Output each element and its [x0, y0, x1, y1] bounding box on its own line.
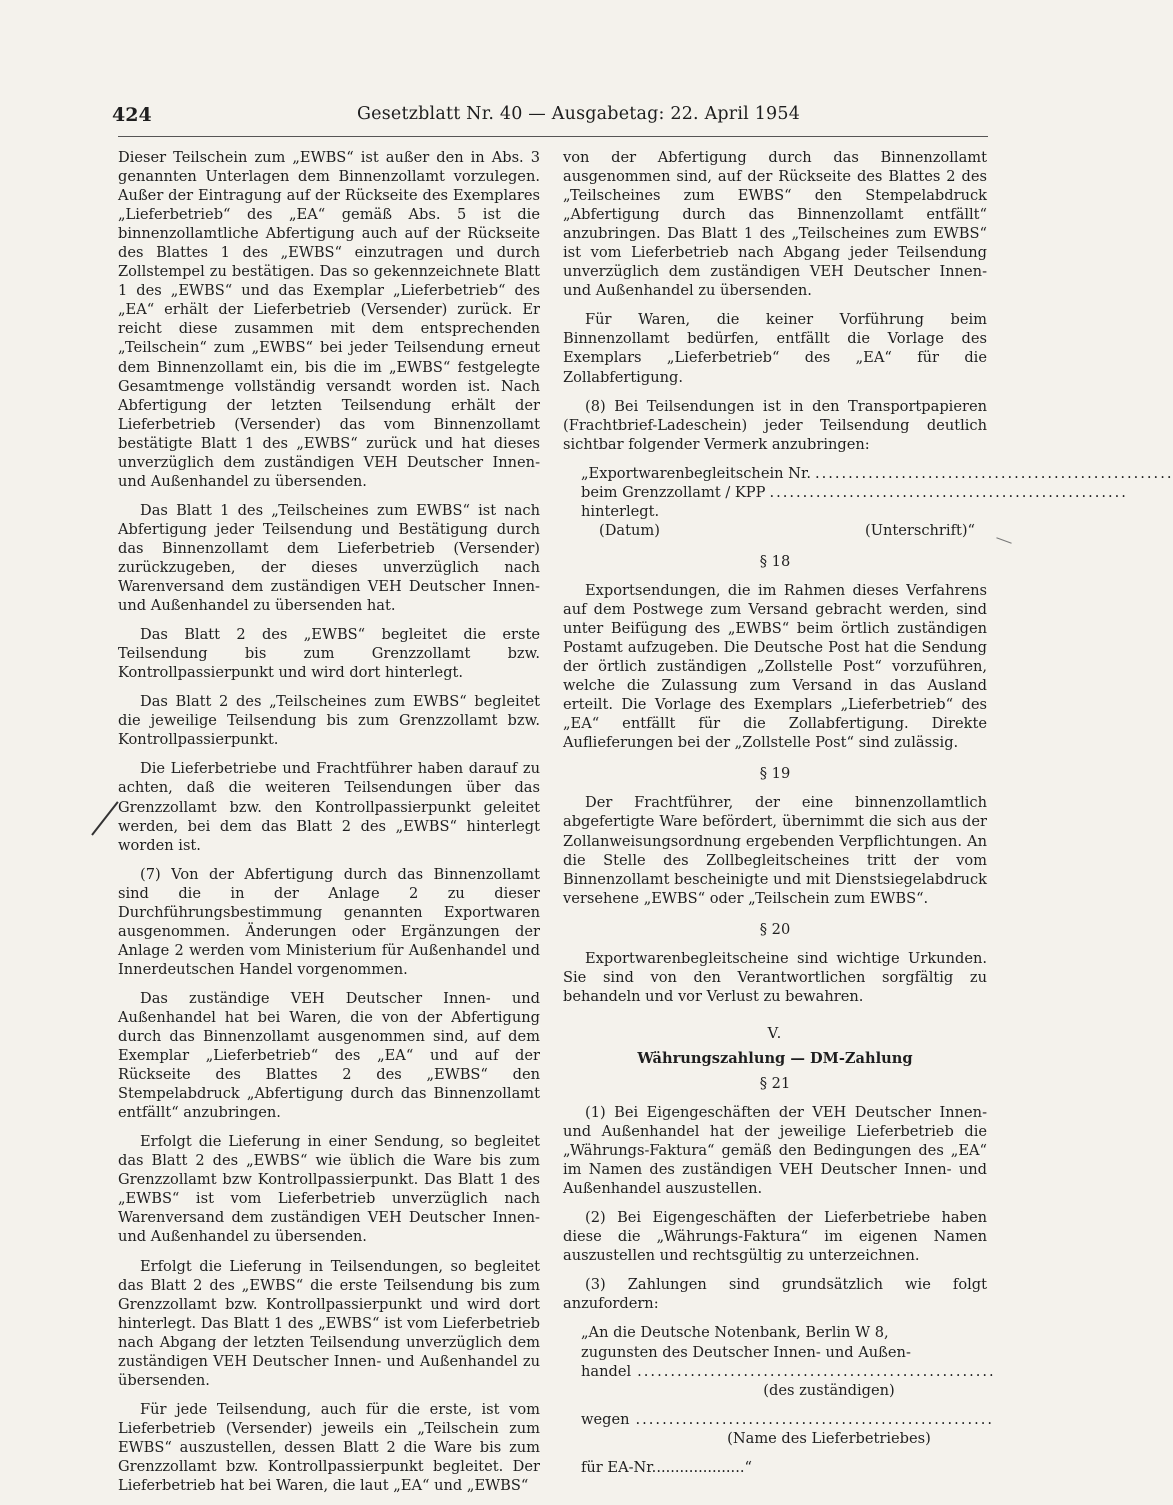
- form-label: „Exportwarenbegleitschein Nr.: [581, 464, 811, 482]
- paragraph: Das Blatt 1 des „Teilscheines zum EWBS“ ist nach Abfertigung jeder Teilsendung und Bestätigung durch das Binnenzollamt dem Lieferbetrieb (Versender) zurückzugeben, der dieses unverzüglich nach Warenversand dem zuständigen VEH Deutscher Innen- und Außenhandel zu übersenden hat.: [118, 501, 540, 615]
- fill-in-dots: ......................................................: [637, 1362, 996, 1380]
- section-18-text: Exportsendungen, die im Rahmen dieses Verfahrens auf dem Postwege zum Versand gebracht werden, sind unter Beifügung des „EWBS“ beim örtlich zuständigen Postamt aufzugeben. Die Deutsche Post hat die Sendung der örtlich zuständigen „Zollstelle Post“ vorzuführen, welche die Zulassung zum Versand in das Ausland erteilt. Die Vorlage des Exemplars „Lieferbetrieb“ des „EA“ entfällt für die Zollabfertigung. Direkte Auflieferungen bei der „Zollstelle Post“ sind zulässig.: [563, 581, 987, 752]
- header-title: Gesetzblatt Nr. 40 — Ausgabetag: 22. April 1954: [357, 104, 801, 124]
- paragraph: Das Blatt 2 des „EWBS“ begleitet die erste Teilsendung bis zum Grenzzollamt bzw. Kontrollpassierpunkt und wird dort hinterlegt.: [118, 626, 540, 682]
- payment-instruction-form: [581, 1323, 996, 1476]
- section-20-text: Exportwarenbegleitscheine sind wichtige Urkunden. Sie sind von den Verantwortlichen sorgfältig zu behandeln und vor Verlust zu bewahren.: [563, 949, 987, 1005]
- paragraph: Das zuständige VEH Deutscher Innen- und Außenhandel hat bei Waren, die von der Abfertigung durch das Binnenzollamt ausgenommen sind, auf dem Exemplar „Lieferbetrieb“ des „EA“ und auf der Rückseite des Blattes 2 des „EWBS“ den Stempelabdruck „Abfertigung durch das Binnenzollamt entfällt“ anzubringen.: [118, 989, 540, 1122]
- form-caption: (des zuständigen): [763, 1381, 895, 1399]
- paragraph: von der Abfertigung durch das Binnenzollamt ausgenommen sind, auf der Rückseite des Blattes 2 des „Teilscheines zum EWBS“ den Stempelabdruck „Abfertigung durch das Binnenzollamt entfällt“ anzubringen. Das Blatt 1 des „Teilscheines zum EWBS“ ist vom Lieferbetrieb nach Abgang jeder Teilsendung unverzüglich dem zuständigen VEH Deutscher Innen- und Außenhandel zu übersenden.: [563, 149, 987, 300]
- paragraph: Das Blatt 2 des „Teilscheines zum EWBS“ begleitet die jeweilige Teilsendung bis zum Grenzzollamt bzw. Kontrollpassierpunkt.: [118, 693, 540, 749]
- paragraph: Dieser Teilschein zum „EWBS“ ist außer den in Abs. 3 genannten Unterlagen dem Binnenzollamt vorzulegen. Außer der Eintragung auf der Rückseite des Exemplares „Lieferbetrieb“ des „EA“ gemäß Abs. 5 ist die binnenzollamtliche Abfertigung auch auf der Rückseite des Blattes 1 des „EWBS“ einzutragen und durch Zollstempel zu bestätigen. Das so gekennzeichnete Blatt 1 des „EWBS“ und das Exemplar „Lieferbetrieb“ des „EA“ erhält der Lieferbetrieb (Versender) zurück. Er reicht diese zusammen mit dem entsprechenden „Teilschein“ zum „EWBS“ bei jeder Teilsendung erneut dem Binnenzollamt ein, bis die im „EWBS“ festgelegte Gesamtmenge vollständig versandt worden ist. Nach Abfertigung der letzten Teilsendung erhält der Lieferbetrieb (Versender) das vom Binnenzollamt bestätigte Blatt 1 des „EWBS“ zurück und hat dieses unverzüglich dem zuständigen VEH Deutscher Innen- und Außenhandel zu übersenden.: [118, 149, 540, 490]
- paragraph-7: (7) Von der Abfertigung durch das Binnenzollamt sind die in der Anlage 2 zu dieser Durchführungsbestimmung genannten Exportwaren ausgenommen. Änderungen oder Ergänzungen der Anlage 2 werden vom Ministerium für Außenhandel und Innerdeutschen Handel vorgenommen.: [118, 865, 540, 978]
- form-label: für EA-Nr.: [581, 1458, 657, 1476]
- form-line: [581, 1362, 996, 1381]
- paragraph: Die Lieferbetriebe und Frachtführer haben darauf zu achten, daß die weiteren Teilsendungen über das Grenzzollamt bzw. den Kontrollpassierpunkt geleitet werden, bei dem das Blatt 2 des „EWBS“ hinterlegt worden ist.: [118, 760, 540, 854]
- header-rule: [118, 136, 988, 137]
- section-18-heading: § 18: [759, 552, 791, 570]
- page-header: [112, 104, 992, 134]
- form-label: wegen: [581, 1410, 630, 1428]
- form-label: beim Grenzzollamt / KPP: [581, 483, 766, 501]
- left-column: [118, 148, 540, 1505]
- date-caption: (Datum): [599, 521, 660, 539]
- right-column: [563, 148, 1173, 1483]
- paragraph-8: (8) Bei Teilsendungen ist in den Transportpapieren (Frachtbrief-Ladeschein) jeder Teilsendung deutlich sichtbar folgender Vermerk anzubringen:: [563, 397, 987, 453]
- fill-in-dots: ......................................................: [814, 464, 1173, 482]
- section-21-paragraph-2: (2) Bei Eigengeschäften der Lieferbetriebe haben diese die „Währungs-Faktura“ im eigenen Namen auszustellen und rechtsgültig zu unterzeichnen.: [563, 1209, 987, 1265]
- chapter-number: V.: [767, 1024, 783, 1042]
- paragraph: Erfolgt die Lieferung in Teilsendungen, so begleitet das Blatt 2 des „EWBS“ die erste Teilsendung bis zum Grenzzollamt bzw. Kontrollpassierpunkt und wird dort hinterlegt. Das Blatt 1 des „EWBS“ ist vom Lieferbetrieb nach Abgang der letzten Teilsendung unverzüglich dem zuständigen VEH Deutscher Innen- und Außenhandel zu übersenden.: [118, 1257, 540, 1389]
- page-number: 424: [112, 104, 152, 126]
- section-21-heading: § 21: [759, 1074, 791, 1092]
- section-21-paragraph-3: (3) Zahlungen sind grundsätzlich wie folgt anzufordern:: [563, 1276, 987, 1313]
- form-line: [581, 483, 1128, 502]
- margin-tick-mark: [996, 537, 1011, 543]
- form-line: „An die Deutsche Notenbank, Berlin W 8,: [581, 1324, 889, 1342]
- form-line: zugunsten des Deutscher Innen- und Außen-: [581, 1343, 911, 1361]
- form-caption-row: [581, 521, 987, 540]
- form-label: hinterlegt.: [581, 502, 660, 520]
- section-20-heading: § 20: [759, 920, 791, 938]
- section-19-heading: § 19: [759, 765, 791, 783]
- fill-in-dots: ......................................................: [769, 483, 1128, 501]
- shipment-note-form: [581, 464, 1173, 540]
- paragraph: Für jede Teilsendung, auch für die erste, ist vom Lieferbetrieb (Versender) jeweils ein „Teilschein zum EWBS“ auszustellen, dessen Blatt 2 die Ware bis zum Grenzzollamt bzw. Kontrollpassierpunkt begleitet. Der Lieferbetrieb hat bei Waren, die laut „EA“ und „EWBS“: [118, 1400, 540, 1495]
- closing-quote: “: [744, 1458, 752, 1476]
- fill-in-dots: ...................: [656, 1458, 745, 1476]
- section-19-text: Der Frachtführer, der eine binnenzollamtlich abgefertigte Ware befördert, übernimmt die sich aus der Zollanweisungsordnung ergebenden Verpflichtungen. An die Stelle des Zollbegleitscheines tritt der vom Binnenzollamt bescheinigte und mit Dienstsiegelabdruck versehene „EWBS“ oder „Teilschein zum EWBS“.: [563, 794, 987, 907]
- signature-caption: (Unterschrift)“: [865, 521, 975, 539]
- fill-in-dots: ......................................................: [635, 1410, 995, 1428]
- form-line: [581, 1458, 987, 1477]
- chapter-title: Währungszahlung — DM-Zahlung: [637, 1049, 913, 1067]
- form-line: [581, 464, 1173, 483]
- form-caption: (Name des Lieferbetriebes): [727, 1429, 931, 1447]
- form-line: [581, 1410, 995, 1429]
- form-label: handel: [581, 1362, 632, 1380]
- paragraph: Erfolgt die Lieferung in einer Sendung, so begleitet das Blatt 2 des „EWBS“ wie üblich die Ware bis zum Grenzzollamt bzw Kontrollpassierpunkt. Das Blatt 1 des „EWBS“ ist vom Lieferbetrieb unverzüglich nach Warenversand dem zuständigen VEH Deutscher Innen- und Außenhandel zu übersenden.: [118, 1133, 540, 1246]
- handwritten-margin-mark: [91, 801, 118, 835]
- section-21-paragraph-1: (1) Bei Eigengeschäften der VEH Deutscher Innen- und Außenhandel hat der jeweilige Lieferbetrieb die „Währungs-Faktura“ gemäß den Bedingungen des „EA“ im Namen des zuständigen VEH Deutscher Innen- und Außenhandel auszustellen.: [563, 1104, 987, 1198]
- paragraph: Für Waren, die keiner Vorführung beim Binnenzollamt bedürfen, entfällt die Vorlage des Exemplars „Lieferbetrieb“ des „EA“ für die Zollabfertigung.: [563, 311, 987, 386]
